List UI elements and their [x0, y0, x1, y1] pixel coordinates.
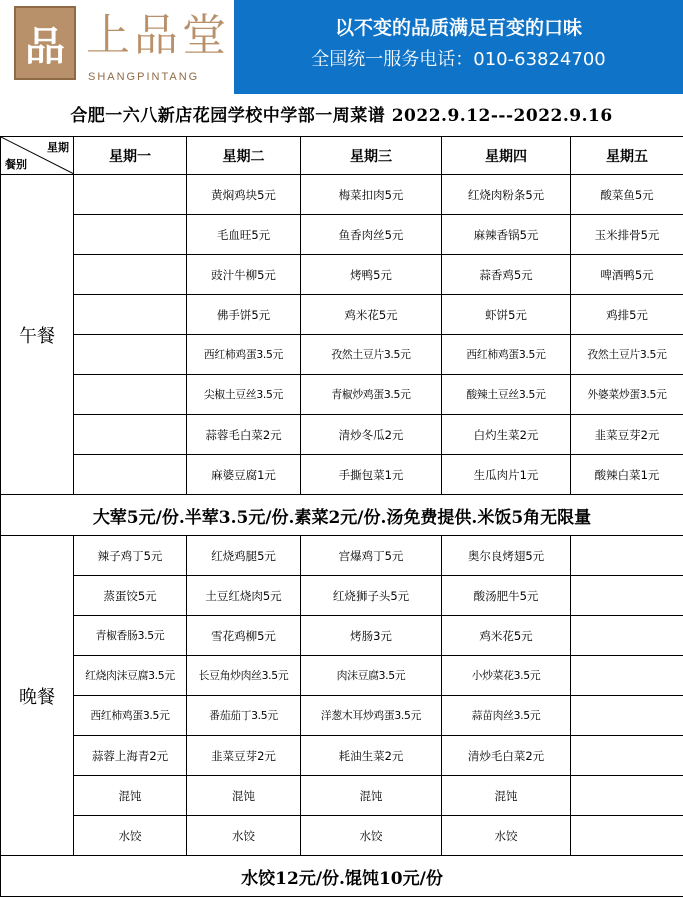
- dish-cell: 韭菜豆芽2元: [571, 415, 683, 455]
- dish-cell: [74, 215, 187, 255]
- dish-cell: 混饨: [187, 776, 301, 816]
- dish-cell: 混饨: [442, 776, 571, 816]
- dish-cell: 土豆红烧肉5元: [187, 576, 301, 616]
- dish-cell: 虾饼5元: [442, 295, 571, 335]
- dish-cell: [571, 536, 683, 576]
- dish-cell: 豉汁牛柳5元: [187, 255, 301, 295]
- dish-cell: 水饺: [442, 816, 571, 856]
- dish-cell: 水饺: [74, 816, 187, 856]
- dinner-row: [1, 536, 683, 576]
- dinner-row: [1, 736, 683, 776]
- hotline: 全国统一服务电话：010-63824700: [311, 49, 606, 70]
- dish-cell: 清炒冬瓜2元: [301, 415, 442, 455]
- dish-cell: 鸡米花5元: [442, 616, 571, 656]
- dinner-row: [1, 776, 683, 816]
- dinner-price-note-row: [1, 856, 683, 897]
- dish-cell: 奥尔良烤翅5元: [442, 536, 571, 576]
- dish-cell: 红烧鸡腿5元: [187, 536, 301, 576]
- dish-cell: 蒸蛋饺5元: [74, 576, 187, 616]
- dish-cell: 番茄茄丁3.5元: [187, 696, 301, 736]
- lunch-price-note: 大荤5元/份.半荤3.5元/份.素菜2元/份.汤免费提供.米饭5角无限量: [1, 495, 683, 536]
- dish-cell: 蒜蓉毛白菜2元: [187, 415, 301, 455]
- dish-cell: 红烧狮子头5元: [301, 576, 442, 616]
- dish-cell: 小炒菜花3.5元: [442, 656, 571, 696]
- dish-cell: 西红柿鸡蛋3.5元: [442, 335, 571, 375]
- lunch-row: [1, 415, 683, 455]
- header-row: [1, 137, 683, 175]
- corner-day-label: 星期: [47, 141, 69, 154]
- day-header: 星期二: [187, 137, 301, 175]
- lunch-row: [1, 255, 683, 295]
- logo: [0, 0, 234, 94]
- dinner-row: [1, 616, 683, 656]
- dish-cell: 雪花鸡柳5元: [187, 616, 301, 656]
- dish-cell: [571, 656, 683, 696]
- dish-cell: [571, 776, 683, 816]
- lunch-row: [1, 455, 683, 495]
- dish-cell: 西红柿鸡蛋3.5元: [74, 696, 187, 736]
- dish-cell: 毛血旺5元: [187, 215, 301, 255]
- dinner-row: [1, 696, 683, 736]
- lunch-row: [1, 175, 683, 215]
- slogan: 以不变的品质满足百变的口味: [334, 17, 582, 39]
- dinner-meal-label: 晚餐: [1, 536, 74, 856]
- page-title: 合肥一六八新店花园学校中学部一周菜谱 2022.9.12---2022.9.16: [70, 106, 613, 126]
- corner-cell: [1, 137, 74, 175]
- lunch-meal-label: 午餐: [1, 175, 74, 495]
- lunch-row: [1, 295, 683, 335]
- dish-cell: 肉沫豆腐3.5元: [301, 656, 442, 696]
- dish-cell: 玉米排骨5元: [571, 215, 683, 255]
- logo-mark-icon: 品: [14, 6, 76, 80]
- dish-cell: [74, 295, 187, 335]
- dish-cell: 混饨: [301, 776, 442, 816]
- dish-cell: [571, 616, 683, 656]
- logo-text: 上品堂: [86, 10, 230, 61]
- lunch-row: [1, 375, 683, 415]
- dish-cell: 宫爆鸡丁5元: [301, 536, 442, 576]
- dish-cell: 青椒炒鸡蛋3.5元: [301, 375, 442, 415]
- dish-cell: 鱼香肉丝5元: [301, 215, 442, 255]
- dinner-row: [1, 816, 683, 856]
- dish-cell: 外婆菜炒蛋3.5元: [571, 375, 683, 415]
- dish-cell: 水饺: [187, 816, 301, 856]
- dish-cell: 孜然土豆片3.5元: [301, 335, 442, 375]
- dinner-row: [1, 576, 683, 616]
- dish-cell: 酸汤肥牛5元: [442, 576, 571, 616]
- dish-cell: 耗油生菜2元: [301, 736, 442, 776]
- dish-cell: [74, 455, 187, 495]
- dish-cell: 青椒香肠3.5元: [74, 616, 187, 656]
- dish-cell: [74, 175, 187, 215]
- dish-cell: 鸡米花5元: [301, 295, 442, 335]
- lunch-row: [1, 215, 683, 255]
- day-header: 星期三: [301, 137, 442, 175]
- dish-cell: 酸菜鱼5元: [571, 175, 683, 215]
- dish-cell: 长豆角炒肉丝3.5元: [187, 656, 301, 696]
- dish-cell: 孜然土豆片3.5元: [571, 335, 683, 375]
- dish-cell: 蒜香鸡5元: [442, 255, 571, 295]
- dish-cell: 辣子鸡丁5元: [74, 536, 187, 576]
- dish-cell: [74, 415, 187, 455]
- dish-cell: [74, 375, 187, 415]
- lunch-row: [1, 335, 683, 375]
- banner: [234, 0, 683, 94]
- dish-cell: 梅菜扣肉5元: [301, 175, 442, 215]
- dish-cell: [571, 576, 683, 616]
- dish-cell: 烤鸭5元: [301, 255, 442, 295]
- dish-cell: 西红柿鸡蛋3.5元: [187, 335, 301, 375]
- dish-cell: 蒜苗肉丝3.5元: [442, 696, 571, 736]
- dish-cell: [571, 696, 683, 736]
- dish-cell: 混饨: [74, 776, 187, 816]
- dish-cell: [571, 736, 683, 776]
- corner-meal-label: 餐别: [5, 158, 27, 171]
- dinner-price-note: 水饺12元/份.馄饨10元/份: [1, 856, 683, 897]
- dish-cell: 清炒毛白菜2元: [442, 736, 571, 776]
- dish-cell: 手撕包菜1元: [301, 455, 442, 495]
- day-header: 星期一: [74, 137, 187, 175]
- logo-subtitle: SHANGPINTANG: [88, 71, 200, 83]
- dish-cell: 酸辣土豆丝3.5元: [442, 375, 571, 415]
- menu-table: [0, 136, 683, 897]
- dinner-row: [1, 656, 683, 696]
- dish-cell: [74, 335, 187, 375]
- dish-cell: [571, 816, 683, 856]
- dish-cell: 韭菜豆芽2元: [187, 736, 301, 776]
- dish-cell: 洋葱木耳炒鸡蛋3.5元: [301, 696, 442, 736]
- dish-cell: 红烧肉沫豆腐3.5元: [74, 656, 187, 696]
- dish-cell: [74, 255, 187, 295]
- dish-cell: 生瓜肉片1元: [442, 455, 571, 495]
- dish-cell: 水饺: [301, 816, 442, 856]
- dish-cell: 麻婆豆腐1元: [187, 455, 301, 495]
- dish-cell: 酸辣白菜1元: [571, 455, 683, 495]
- day-header: 星期四: [442, 137, 571, 175]
- dish-cell: 尖椒土豆丝3.5元: [187, 375, 301, 415]
- dish-cell: 蒜蓉上海青2元: [74, 736, 187, 776]
- dish-cell: 红烧肉粉条5元: [442, 175, 571, 215]
- lunch-price-note-row: [1, 495, 683, 536]
- dish-cell: 佛手饼5元: [187, 295, 301, 335]
- dish-cell: 麻辣香锅5元: [442, 215, 571, 255]
- dish-cell: 鸡排5元: [571, 295, 683, 335]
- dish-cell: 烤肠3元: [301, 616, 442, 656]
- dish-cell: 黄焖鸡块5元: [187, 175, 301, 215]
- dish-cell: 白灼生菜2元: [442, 415, 571, 455]
- day-header: 星期五: [571, 137, 683, 175]
- dish-cell: 啤酒鸭5元: [571, 255, 683, 295]
- header: [0, 0, 683, 94]
